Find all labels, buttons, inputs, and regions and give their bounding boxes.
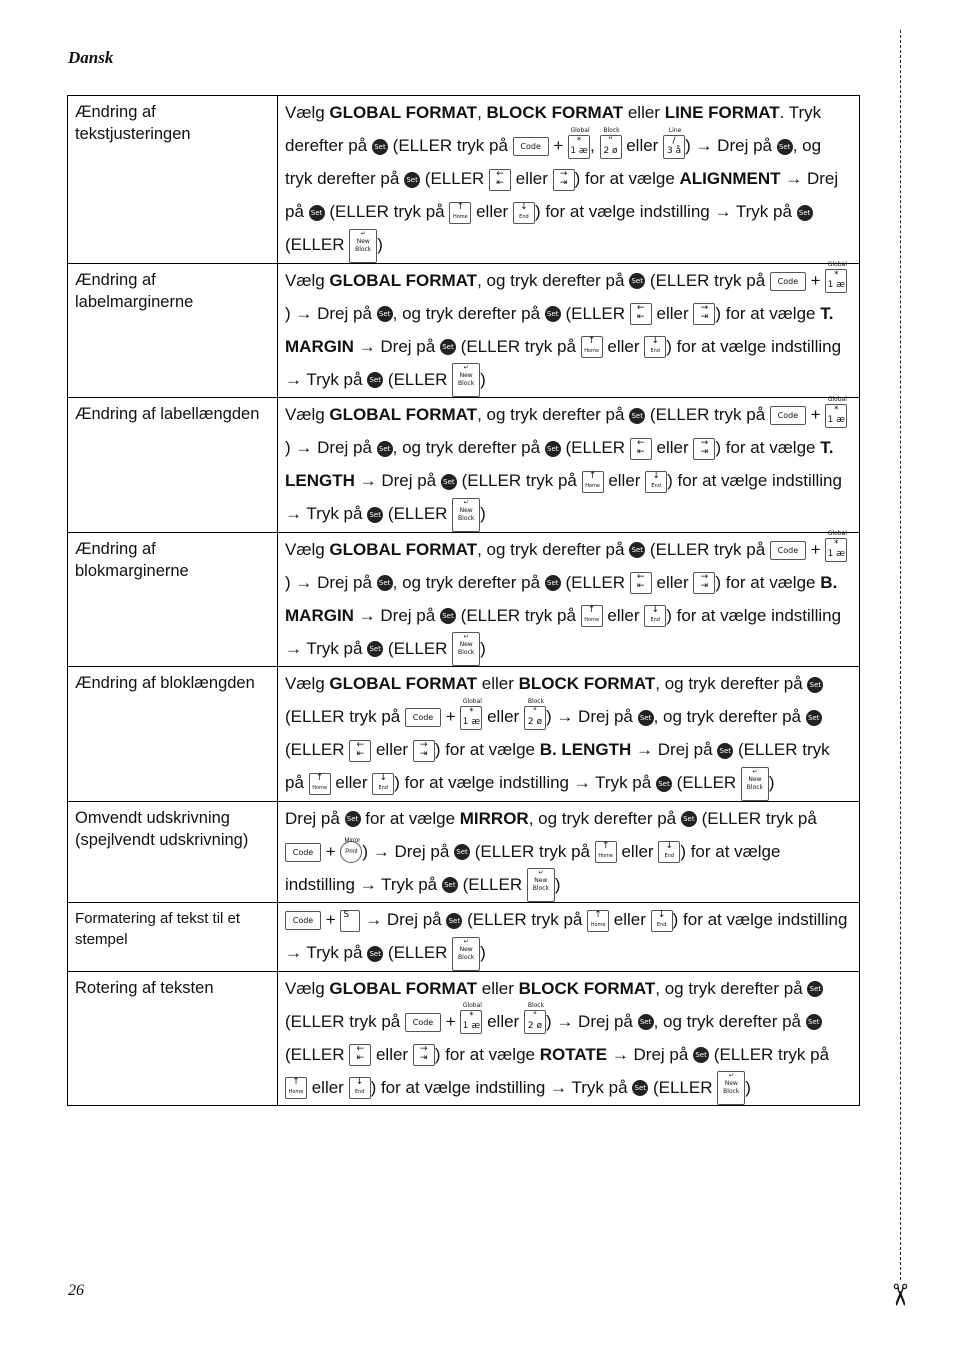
code-key-icon: Code — [405, 708, 441, 727]
code-key-icon: Code — [405, 1013, 441, 1032]
procedure-text: Vælg GLOBAL FORMAT eller BLOCK FORMAT, og tryk derefter på Set (ELLER tryk på Code + Global * 1 æ eller Block " 2 ø ) → Drej på Set , og tryk derefter på Set (ELLER ← ⇤ eller → ⇥ ) for at vælge ROTATE → Drej på Set (ELLER tryk på ↑ Home eller ↓ End ) for at vælge indstilling → Tryk på Set (ELLER ↵ New Block ) — [278, 971, 860, 1106]
right-arrow-key-icon: → ⇥ — [693, 572, 715, 594]
procedure-text: Vælg GLOBAL FORMAT, og tryk derefter på Set (ELLER tryk på Code + Global * 1 æ) → Drej på Set , og tryk derefter på Set (ELLER ← ⇤ eller → ⇥ ) for at vælge T. LENGTH → Drej på Set (ELLER tryk på ↑ Home eller ↓ End ) for at vælge indstilling → Tryk på Set (ELLER ↵ New Block ) — [278, 398, 860, 533]
left-arrow-key-icon: ← ⇤ — [349, 740, 371, 762]
new-block-key-icon: ↵ New Block — [717, 1071, 745, 1105]
set-button-icon: Set — [367, 946, 383, 962]
set-button-icon: Set — [404, 172, 420, 188]
code-key-icon: Code — [770, 406, 806, 425]
home-key-icon: ↑ Home — [581, 336, 603, 358]
instruction-table — [67, 95, 860, 1106]
table-row — [68, 96, 860, 264]
right-arrow-key-icon: → ⇥ — [693, 438, 715, 460]
set-button-icon: Set — [632, 1080, 648, 1096]
end-key-icon: ↓ End — [349, 1077, 371, 1099]
end-key-icon: ↓ End — [645, 471, 667, 493]
procedure-text: Vælg GLOBAL FORMAT, og tryk derefter på Set (ELLER tryk på Code + Global * 1 æ) → Drej på Set , og tryk derefter på Set (ELLER ← ⇤ eller → ⇥ ) for at vælge T. MARGIN → Drej på Set (ELLER tryk på ↑ Home eller ↓ End ) for at vælge indstilling → Tryk på Set (ELLER ↵ New Block ) — [278, 263, 860, 398]
set-button-icon: Set — [638, 1014, 654, 1030]
home-key-icon: ↑ Home — [581, 605, 603, 627]
home-key-icon: ↑ Home — [285, 1077, 307, 1099]
set-button-icon: Set — [367, 641, 383, 657]
code-key-icon: Code — [513, 137, 549, 156]
procedure-text: Code + S → Drej på Set (ELLER tryk på ↑ Home eller ↓ End ) for at vælge indstilling → Tryk på Set (ELLER ↵ New Block ) — [278, 903, 860, 972]
function-label: Formatering af tekst til et stempel — [68, 903, 278, 972]
block-key-icon: Block " 2 ø — [524, 1010, 546, 1034]
left-arrow-key-icon: ← ⇤ — [630, 572, 652, 594]
procedure-text: Vælg GLOBAL FORMAT, og tryk derefter på Set (ELLER tryk på Code + Global * 1 æ) → Drej på Set , og tryk derefter på Set (ELLER ← ⇤ eller → ⇥ ) for at vælge B. MARGIN → Drej på Set (ELLER tryk på ↑ Home eller ↓ End ) for at vælge indstilling → Tryk på Set (ELLER ↵ New Block ) — [278, 532, 860, 667]
set-button-icon: Set — [440, 339, 456, 355]
procedure-text: Drej på Set for at vælge MIRROR, og tryk derefter på Set (ELLER tryk på Code + Mirror Print ) → Drej på Set (ELLER tryk på ↑ Home eller ↓ End ) for at vælge indstilling → Tryk på Set (ELLER ↵ New Block ) — [278, 801, 860, 903]
new-block-key-icon: ↵ New Block — [349, 229, 377, 263]
procedure-text: Vælg GLOBAL FORMAT eller BLOCK FORMAT, og tryk derefter på Set (ELLER tryk på Code + Global * 1 æ eller Block " 2 ø ) → Drej på Set , og tryk derefter på Set (ELLER ← ⇤ eller → ⇥ ) for at vælge B. LENGTH → Drej på Set (ELLER tryk på ↑ Home eller ↓ End ) for at vælge indstilling → Tryk på Set (ELLER ↵ New Block ) — [278, 667, 860, 802]
set-button-icon: Set — [693, 1047, 709, 1063]
function-label: Ændring af blokmarginerne — [68, 532, 278, 667]
left-arrow-key-icon: ← ⇤ — [630, 303, 652, 325]
set-button-icon: Set — [638, 710, 654, 726]
set-button-icon: Set — [442, 877, 458, 893]
right-arrow-key-icon: → ⇥ — [553, 169, 575, 191]
set-button-icon: Set — [545, 306, 561, 322]
set-button-icon: Set — [440, 608, 456, 624]
global-key-icon: Global * 1 æ — [825, 538, 847, 562]
home-key-icon: ↑ Home — [587, 910, 609, 932]
print-key-icon: Mirror Print — [340, 841, 362, 863]
left-arrow-key-icon: ← ⇤ — [630, 438, 652, 460]
procedure-text: Vælg GLOBAL FORMAT, BLOCK FORMAT eller LINE FORMAT. Tryk derefter på Set (ELLER tryk på Code + Global * 1 æ , Block " 2 ø eller Line / 3 å ) → Drej på Set , og tryk derefter på Set (ELLER ← ⇤ eller → ⇥ ) for at vælge ALIGNMENT → Drej på Set (ELLER tryk på ↑ Home eller ↓ End ) for at vælge indstilling → Tryk på Set (ELLER ↵ New Block ) — [278, 96, 860, 264]
table-row — [68, 801, 860, 903]
set-button-icon: Set — [446, 913, 462, 929]
global-key-icon: Global * 1 æ — [460, 706, 482, 730]
set-button-icon: Set — [367, 507, 383, 523]
function-label: Ændring af bloklængden — [68, 667, 278, 802]
end-key-icon: ↓ End — [658, 841, 680, 863]
set-button-icon: Set — [377, 441, 393, 457]
table-row — [68, 532, 860, 667]
page-header: Dansk — [68, 48, 114, 67]
table-row — [68, 398, 860, 533]
set-button-icon: Set — [797, 205, 813, 221]
function-label: Omvendt udskrivning (spejlvendt udskrivning) — [68, 801, 278, 903]
set-button-icon: Set — [681, 811, 697, 827]
line-key-icon: Line / 3 å — [663, 135, 685, 159]
table-row — [68, 263, 860, 398]
home-key-icon: ↑ Home — [309, 773, 331, 795]
set-button-icon: Set — [629, 273, 645, 289]
function-label: Ændring af labellængden — [68, 398, 278, 533]
new-block-key-icon: ↵ New Block — [452, 937, 480, 971]
set-button-icon: Set — [656, 776, 672, 792]
new-block-key-icon: ↵ New Block — [452, 632, 480, 666]
set-button-icon: Set — [367, 372, 383, 388]
set-button-icon: Set — [806, 710, 822, 726]
set-button-icon: Set — [377, 306, 393, 322]
home-key-icon: ↑ Home — [582, 471, 604, 493]
set-button-icon: Set — [377, 575, 393, 591]
set-button-icon: Set — [777, 139, 793, 155]
set-button-icon: Set — [717, 743, 733, 759]
table-row — [68, 667, 860, 802]
set-button-icon: Set — [629, 542, 645, 558]
set-button-icon: Set — [807, 981, 823, 997]
set-button-icon: Set — [806, 1014, 822, 1030]
global-key-icon: Global * 1 æ — [825, 269, 847, 293]
cut-line — [900, 30, 901, 1280]
scissors-icon: ✂ — [881, 1282, 917, 1308]
end-key-icon: ↓ End — [644, 605, 666, 627]
new-block-key-icon: ↵ New Block — [452, 498, 480, 532]
function-label: Ændring af labelmarginerne — [68, 263, 278, 398]
code-key-icon: Code — [770, 272, 806, 291]
set-button-icon: Set — [441, 474, 457, 490]
block-key-icon: Block " 2 ø — [524, 706, 546, 730]
set-button-icon: Set — [372, 139, 388, 155]
global-key-icon: Global * 1 æ — [825, 404, 847, 428]
table-row — [68, 903, 860, 972]
new-block-key-icon: ↵ New Block — [452, 363, 480, 397]
set-button-icon: Set — [545, 575, 561, 591]
function-label: Rotering af teksten — [68, 971, 278, 1106]
block-key-icon: Block " 2 ø — [600, 135, 622, 159]
code-key-icon: Code — [770, 541, 806, 560]
right-arrow-key-icon: → ⇥ — [413, 740, 435, 762]
global-key-icon: Global * 1 æ — [460, 1010, 482, 1034]
code-key-icon: Code — [285, 911, 321, 930]
new-block-key-icon: ↵ New Block — [741, 767, 769, 801]
set-button-icon: Set — [545, 441, 561, 457]
right-arrow-key-icon: → ⇥ — [693, 303, 715, 325]
left-arrow-key-icon: ← ⇤ — [349, 1044, 371, 1066]
end-key-icon: ↓ End — [651, 910, 673, 932]
end-key-icon: ↓ End — [644, 336, 666, 358]
end-key-icon: ↓ End — [372, 773, 394, 795]
left-arrow-key-icon: ← ⇤ — [489, 169, 511, 191]
set-button-icon: Set — [345, 811, 361, 827]
function-label: Ændring af tekstjusteringen — [68, 96, 278, 264]
home-key-icon: ↑ Home — [595, 841, 617, 863]
home-key-icon: ↑ Home — [449, 202, 471, 224]
page-number: 26 — [68, 1282, 84, 1299]
global-key-icon: Global * 1 æ — [568, 135, 590, 159]
set-button-icon: Set — [807, 677, 823, 693]
set-button-icon: Set — [454, 844, 470, 860]
code-key-icon: Code — [285, 843, 321, 862]
set-button-icon: Set — [309, 205, 325, 221]
s-key-icon: S — [340, 910, 360, 932]
new-block-key-icon: ↵ New Block — [527, 868, 555, 902]
end-key-icon: ↓ End — [513, 202, 535, 224]
right-arrow-key-icon: → ⇥ — [413, 1044, 435, 1066]
table-row — [68, 971, 860, 1106]
set-button-icon: Set — [629, 408, 645, 424]
